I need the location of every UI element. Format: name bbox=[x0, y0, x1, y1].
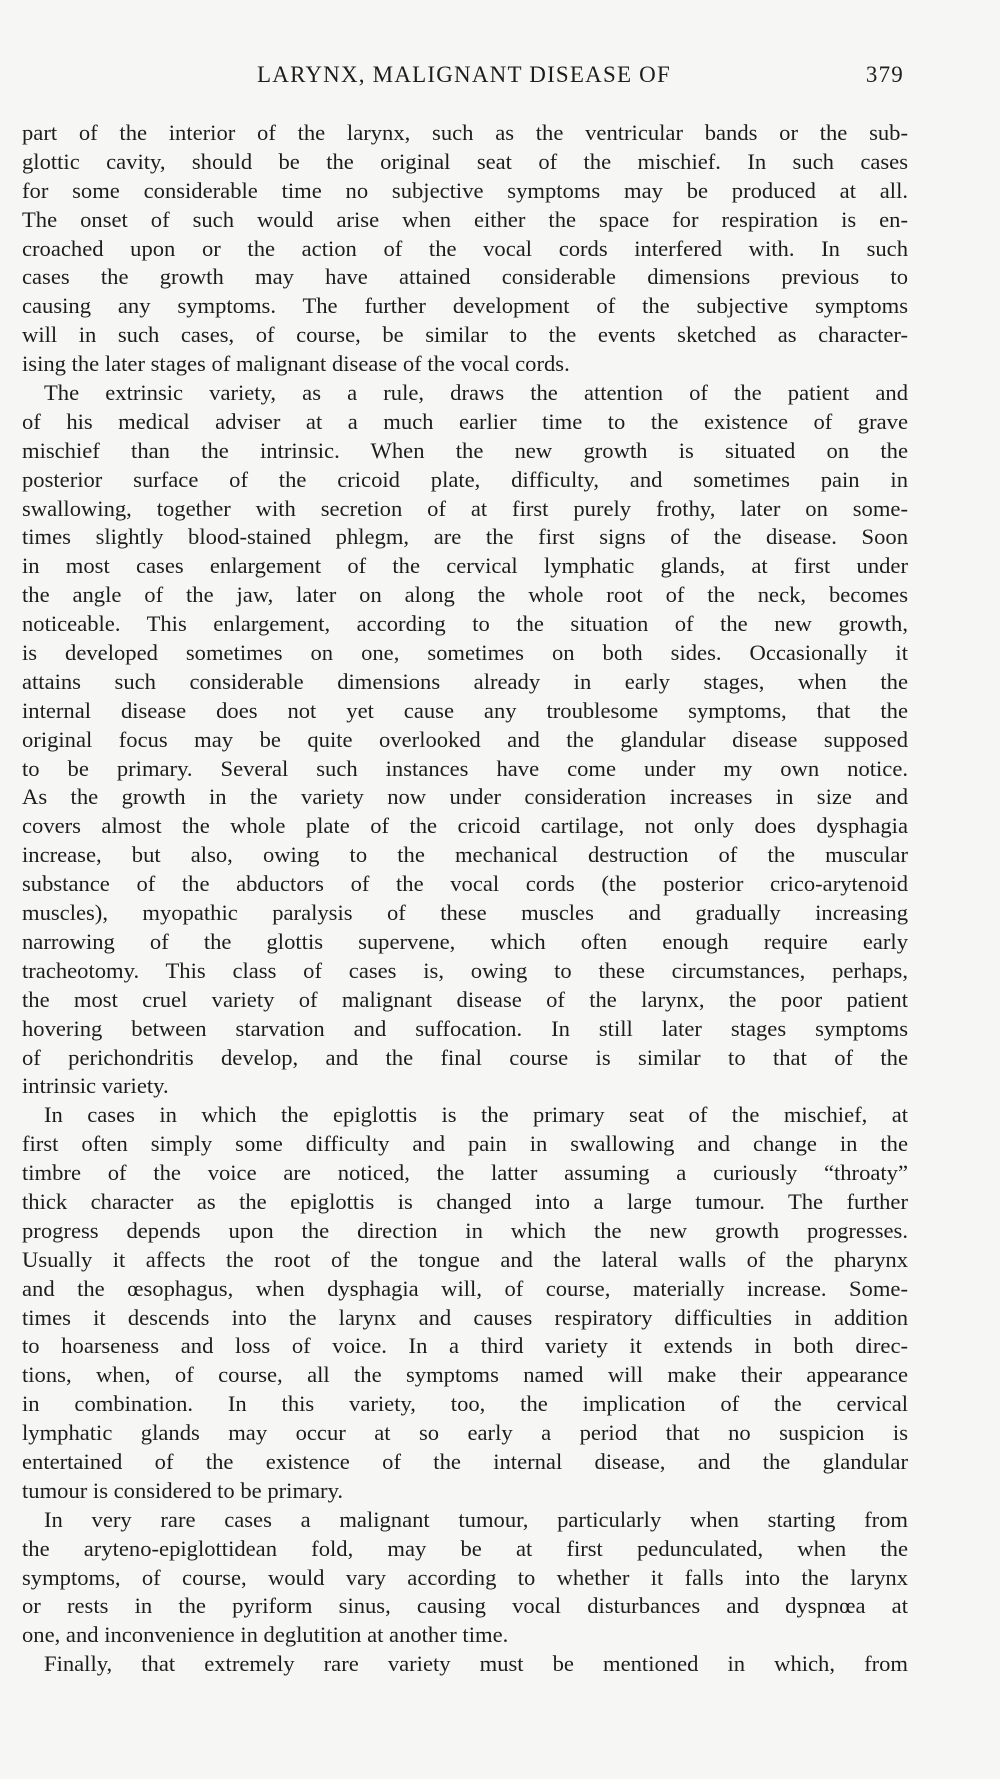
body-text bbox=[22, 119, 908, 1679]
text-line: tumour is considered to be primary. bbox=[22, 1477, 344, 1503]
text-line: entertained of the existence of the internal disease, and the glandular bbox=[22, 1448, 908, 1474]
text-line: for some considerable time no subjective symptoms may be produced at all. bbox=[22, 177, 908, 203]
text-line: tracheotomy. This class of cases is, owing to these circumstances, perhaps, bbox=[22, 957, 908, 983]
text-line: noticeable. This enlargement, according to the situation of the new growth, bbox=[22, 611, 908, 637]
text-line: of his medical adviser at a much earlier time to the existence of grave bbox=[22, 408, 908, 434]
text-line: the most cruel variety of malignant disease of the larynx, the poor patient bbox=[22, 986, 908, 1012]
text-line: one, and inconvenience in deglutition at another time. bbox=[22, 1622, 509, 1648]
text-line: symptoms, of course, would vary according to whether it falls into the larynx bbox=[22, 1564, 908, 1590]
text-line: or rests in the pyriform sinus, causing vocal disturbances and dyspnœa at bbox=[22, 1593, 908, 1619]
text-line: in most cases enlargement of the cervical lymphatic glands, at first under bbox=[22, 553, 908, 579]
text-line: As the growth in the variety now under consideration increases in size and bbox=[22, 784, 908, 810]
text-line: causing any symptoms. The further development of the subjective symptoms bbox=[22, 293, 908, 319]
text-line: timbre of the voice are noticed, the latter assuming a curiously “throaty” bbox=[22, 1160, 908, 1186]
text-line: lymphatic glands may occur at so early a period that no suspicion is bbox=[22, 1420, 908, 1446]
text-line: Finally, that extremely rare variety must be mentioned in which, from bbox=[44, 1651, 908, 1677]
text-line: Usually it affects the root of the tongue and the lateral walls of the pharynx bbox=[22, 1246, 908, 1272]
text-line: thick character as the epiglottis is changed into a large tumour. The further bbox=[22, 1188, 908, 1214]
text-line: substance of the abductors of the vocal cords (the posterior crico-arytenoid bbox=[22, 871, 908, 897]
text-line: cases the growth may have attained considerable dimensions previous to bbox=[22, 264, 908, 290]
text-line: internal disease does not yet cause any troublesome symptoms, that the bbox=[22, 697, 908, 723]
text-line: the aryteno-epiglottidean fold, may be at first pedunculated, when the bbox=[22, 1535, 908, 1561]
text-line: of perichondritis develop, and the final course is similar to that of the bbox=[22, 1044, 908, 1070]
text-line: In cases in which the epiglottis is the primary seat of the mischief, at bbox=[44, 1102, 908, 1128]
text-line: covers almost the whole plate of the cricoid cartilage, not only does dysphagia bbox=[22, 813, 908, 839]
text-line: part of the interior of the larynx, such as the ventricular bands or the sub- bbox=[22, 120, 908, 145]
text-line: progress depends upon the direction in which the new growth progresses. bbox=[22, 1217, 908, 1243]
running-title: LARYNX, MALIGNANT DISEASE OF bbox=[257, 62, 671, 87]
text-line: posterior surface of the cricoid plate, difficulty, and sometimes pain in bbox=[22, 466, 908, 492]
text-line: to hoarseness and loss of voice. In a third variety it extends in both direc- bbox=[22, 1333, 908, 1359]
text-line: The onset of such would arise when either the space for respiration is en- bbox=[22, 206, 908, 232]
text-line: times slightly blood-stained phlegm, are the first signs of the disease. Soon bbox=[22, 524, 908, 550]
text-line: to be primary. Several such instances have come under my own notice. bbox=[22, 755, 908, 781]
text-line: intrinsic variety. bbox=[22, 1073, 169, 1099]
text-line: narrowing of the glottis supervene, which often enough require early bbox=[22, 928, 908, 954]
text-line: will in such cases, of course, be similar to the events sketched as character- bbox=[22, 322, 908, 348]
text-line: first often simply some difficulty and pain in swallowing and change in the bbox=[22, 1131, 908, 1157]
text-line: muscles), myopathic paralysis of these muscles and gradually increasing bbox=[22, 900, 908, 926]
text-line: ising the later stages of malignant disease of the vocal cords. bbox=[22, 351, 570, 377]
text-line: The extrinsic variety, as a rule, draws the attention of the patient and bbox=[44, 380, 908, 406]
text-line: croached upon or the action of the vocal cords interfered with. In such bbox=[22, 235, 908, 261]
text-line: glottic cavity, should be the original seat of the mischief. In such cases bbox=[22, 148, 908, 174]
text-line: times it descends into the larynx and causes respiratory difficulties in addition bbox=[22, 1304, 908, 1330]
text-line: mischief than the intrinsic. When the new growth is situated on the bbox=[22, 437, 908, 463]
text-line: original focus may be quite overlooked and the glandular disease supposed bbox=[22, 726, 908, 752]
text-line: the angle of the jaw, later on along the whole root of the neck, becomes bbox=[22, 582, 908, 608]
text-line: in combination. In this variety, too, the implication of the cervical bbox=[22, 1391, 908, 1417]
text-line: increase, but also, owing to the mechanical destruction of the muscular bbox=[22, 842, 908, 868]
text-line: tions, when, of course, all the symptoms named will make their appearance bbox=[22, 1362, 908, 1388]
text-line: and the œsophagus, when dysphagia will, of course, materially increase. Some- bbox=[22, 1275, 908, 1301]
text-line: is developed sometimes on one, sometimes on both sides. Occasionally it bbox=[22, 640, 908, 666]
page-number: 379 bbox=[865, 62, 904, 87]
text-line: swallowing, together with secretion of at first purely frothy, later on some- bbox=[22, 495, 908, 521]
text-line: In very rare cases a malignant tumour, particularly when starting from bbox=[44, 1506, 908, 1532]
text-line: hovering between starvation and suffocation. In still later stages symptoms bbox=[22, 1015, 908, 1041]
running-head bbox=[24, 62, 904, 94]
text-line: attains such considerable dimensions already in early stages, when the bbox=[22, 668, 908, 694]
